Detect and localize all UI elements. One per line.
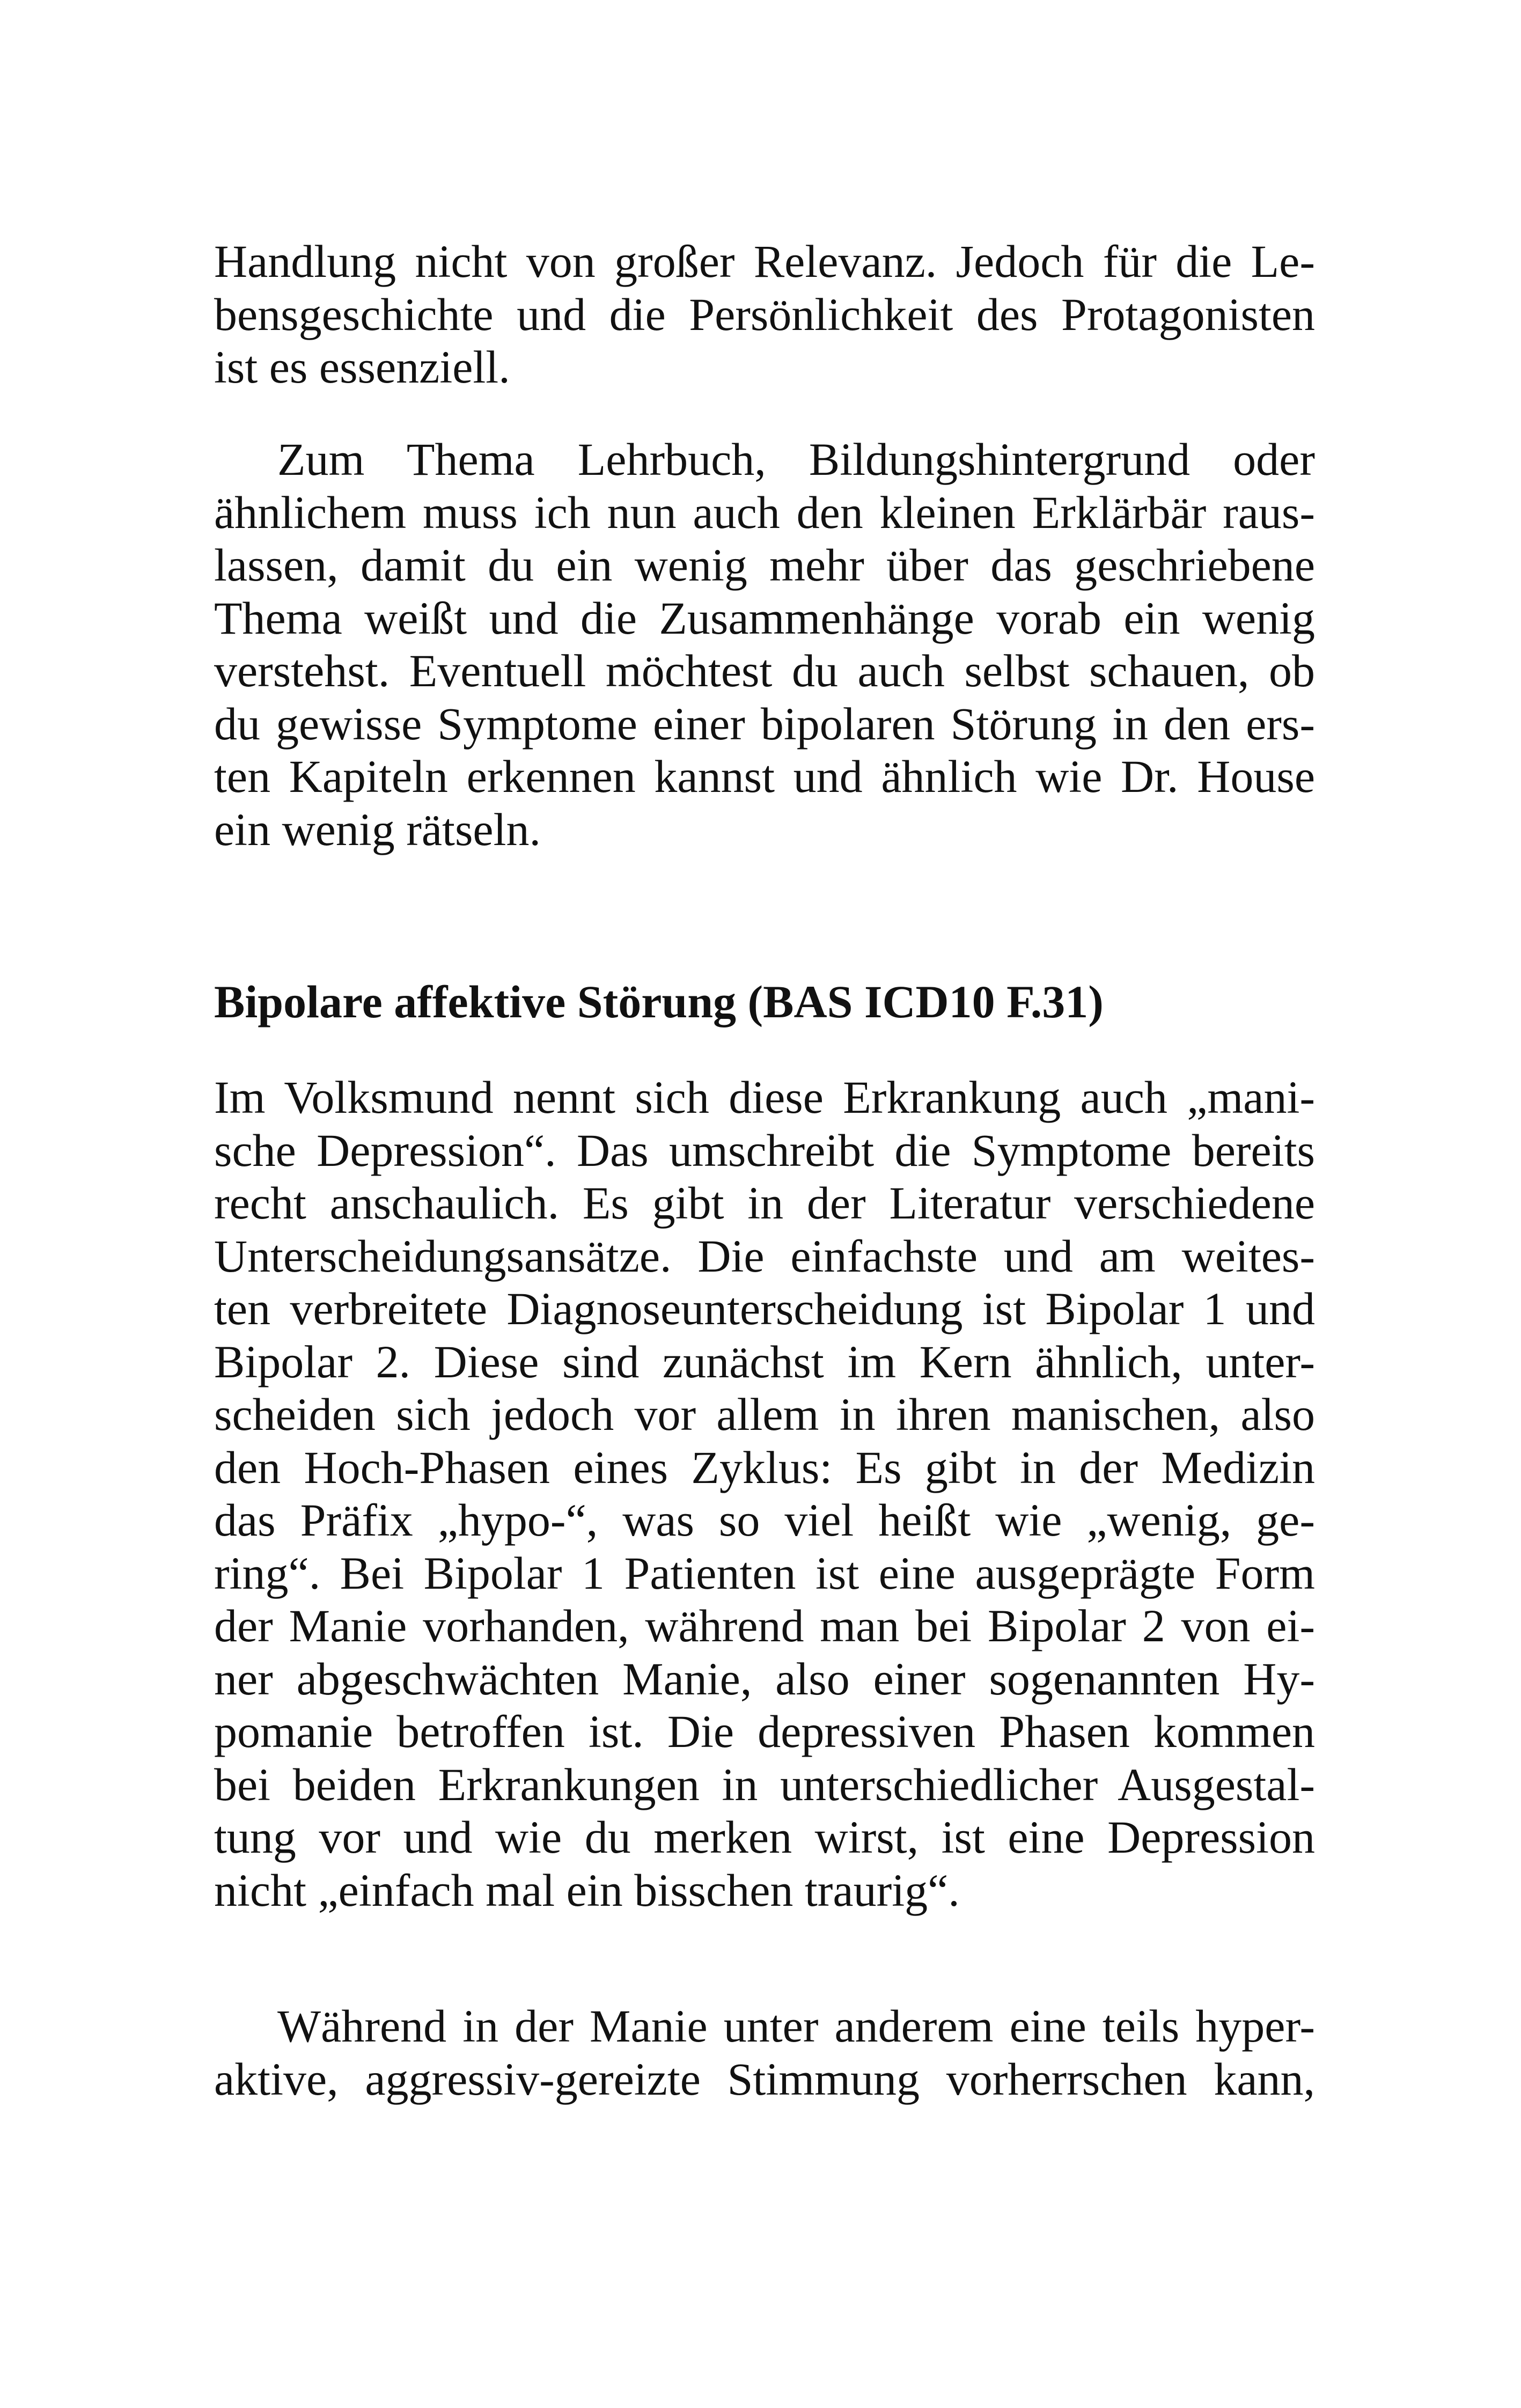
text-line: nicht „einfach mal ein bisschen traurig“. (214, 1864, 960, 1916)
text-line: Während in der Manie unter anderem eine teils hyper- (277, 2000, 1315, 2052)
text-line: scheiden sich jedoch vor allem in ihren manischen, also (214, 1389, 1315, 1440)
text-line: lassen, damit du ein wenig mehr über das geschriebene (214, 539, 1315, 591)
text-line: ähnlichem muss ich nun auch den kleinen Erklärbär raus- (214, 486, 1315, 538)
text-line: das Präfix „hypo-“, was so viel heißt wie „wenig, ge- (214, 1494, 1315, 1546)
text-line: ring“. Bei Bipolar 1 Patienten ist eine ausgeprägte Form (214, 1547, 1315, 1599)
text-line: Bipolar 2. Diese sind zunächst im Kern ähnlich, unter- (214, 1335, 1315, 1387)
text-line: Im Volksmund nennt sich diese Erkrankung auch „mani- (214, 1071, 1315, 1123)
paragraph-manie (214, 2000, 1315, 2105)
text-line: du gewisse Symptome einer bipolaren Störung in den ers- (214, 698, 1315, 750)
text-line: verstehst. Eventuell möchtest du auch selbst schauen, ob (214, 645, 1315, 696)
text-line: aktive, aggressiv-gereizte Stimmung vorherrschen kann, (214, 2053, 1315, 2105)
text-line: bensgeschichte und die Persönlichkeit des Protagonisten (214, 288, 1315, 340)
text-line: Unterscheidungsansätze. Die einfachste und am weites- (214, 1230, 1315, 1282)
text-line: ten Kapiteln erkennen kannst und ähnlich wie Dr. House (214, 751, 1315, 802)
text-line: ten verbreitete Diagnoseunterscheidung ist Bipolar 1 und (214, 1283, 1315, 1334)
paragraph-lehrbuch (214, 433, 1315, 856)
section-heading: Bipolare affektive Störung (BAS ICD10 F.31) (214, 976, 1104, 1027)
text-line: Thema weißt und die Zusammenhänge vorab ein wenig (214, 592, 1315, 644)
text-line: Zum Thema Lehrbuch, Bildungshintergrund oder (277, 434, 1315, 485)
text-line: ist es essenziell. (214, 341, 510, 393)
text-line: tung vor und wie du merken wirst, ist eine Depression (214, 1811, 1315, 1863)
text-line: ner abgeschwächten Manie, also einer sogenannten Hy- (214, 1653, 1315, 1705)
paragraph-volksmund (214, 1071, 1315, 1917)
text-line: sche Depression“. Das umschreibt die Symptome bereits (214, 1124, 1315, 1176)
paragraph-continuation (214, 235, 1315, 394)
text-line: recht anschaulich. Es gibt in der Literatur verschiedene (214, 1177, 1315, 1229)
text-line: Handlung nicht von großer Relevanz. Jedoch für die Le- (214, 236, 1315, 287)
text-line: pomanie betroffen ist. Die depressiven Phasen kommen (214, 1706, 1315, 1757)
text-line: ein wenig rätseln. (214, 803, 541, 855)
text-line: der Manie vorhanden, während man bei Bipolar 2 von ei- (214, 1600, 1315, 1651)
text-line: den Hoch-Phasen eines Zyklus: Es gibt in der Medizin (214, 1441, 1315, 1493)
text-line: bei beiden Erkrankungen in unterschiedlicher Ausgestal- (214, 1758, 1315, 1810)
